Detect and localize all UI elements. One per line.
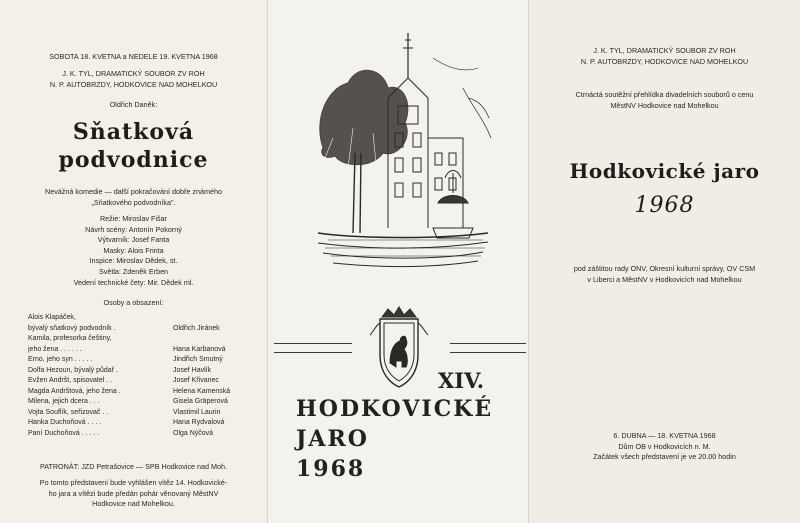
patronage-line-1: pod záštitou rady ONV, Okresní kulturní správy, OV CSM: [573, 264, 756, 273]
cover-title: [296, 368, 526, 484]
cover-title-line-1: HODKOVICKÉ: [296, 396, 494, 422]
middle-panel: [267, 0, 529, 523]
cast-role: Vojta Souflík, seřizovač . .: [28, 408, 109, 416]
credit-item: Návrh scény: Antonín Pokorný: [85, 224, 182, 234]
dates-line-1: 6. DUBNA — 18. KVETNA 1968: [613, 431, 716, 440]
credit-item: Světla: Zdeněk Erben: [98, 266, 169, 276]
cast-actor: Olga Nýčová: [173, 429, 214, 437]
festival-description: [529, 90, 800, 111]
cast-actor: Oldřich Jiránek: [173, 324, 220, 332]
cast-actor: Vlastimil Laurin: [173, 408, 221, 416]
festival-title: Hodkovické jaro: [569, 159, 760, 183]
cast-row: [28, 366, 258, 377]
cast-row: [28, 313, 258, 324]
play-title-line-2: podvodnice: [58, 147, 209, 173]
cast-row: [28, 355, 258, 366]
decorative-rule: [450, 352, 526, 353]
credit-item: Výtvarník: Josef Fanta: [97, 235, 170, 245]
cast-actor: Josef Křivanec: [173, 377, 219, 384]
cast-row: [28, 408, 258, 419]
edition-number: XIV.: [438, 368, 485, 393]
credits-list: [0, 214, 267, 288]
credit-item: Inspice: Miroslav Dědek, st.: [89, 256, 178, 266]
decorative-rule: [274, 352, 352, 353]
play-title-line-1: Sňatková: [72, 119, 195, 145]
cover-title-line-3: 1968: [296, 456, 366, 482]
cast-heading: Osoby a obsazení:: [103, 298, 164, 307]
description-line-1: Ctrnáctá soutěžní přehlídka divadelních souborů o cenu: [575, 90, 754, 99]
credit-item: Vedení technické čety: Mir. Dědek ml.: [73, 277, 194, 287]
ensemble-name: [0, 69, 267, 90]
cast-role: Hanka Duchoňová . . . .: [28, 419, 102, 426]
cast-row: [28, 397, 258, 408]
cast-actor: [173, 334, 258, 345]
patronage: PATRONÁT: JZD Petrašovice — SPB Hodkovice nad Moh.: [39, 462, 228, 471]
cast-role: jeho žena . . . . . .: [28, 345, 82, 353]
decorative-rule: [274, 343, 352, 344]
cast-row: [28, 345, 258, 356]
ensemble-line-2: N. P. AUTOBRZDY, HODKOVICE NAD MOHELKOU: [580, 56, 749, 66]
festival-dates: [529, 431, 800, 463]
ensemble-line-1: J. K. TYL, DRAMATICKÝ SOUBOR ZV ROH: [593, 46, 736, 55]
cast-list: [28, 313, 258, 439]
cast-role: Milena, jejich dcera . . .: [28, 398, 100, 405]
cast-row: [28, 387, 258, 398]
cast-actor: Jindřich Smutný: [173, 356, 223, 363]
cast-role: Erno, jeho syn . . . . .: [28, 356, 93, 363]
cast-actor: Hana Karbanová: [173, 345, 226, 353]
festival-patronage: [529, 264, 800, 285]
play-author: Oldřich Daněk:: [109, 100, 158, 109]
cast-actor: [173, 313, 258, 324]
cast-row: [28, 334, 258, 345]
cast-role: Alois Klapáček,: [28, 314, 76, 321]
note-line-3: Hodkovice nad Mohelkou.: [92, 499, 175, 509]
note-line-2: ho jara a vítězi bude předán pohár věnovaný MěstNV: [48, 488, 219, 498]
decorative-rule: [450, 343, 526, 344]
cast-actor: Josef Havlík: [173, 366, 212, 374]
cast-row: [28, 324, 258, 335]
performance-date: SOBOTA 18. KVETNA a NEDELE 19. KVETNA 1968: [49, 52, 218, 61]
cover-title-line-2: JARO: [296, 426, 369, 452]
credit-item: Masky: Alois Frinta: [103, 245, 164, 255]
cast-role: Magda Andrštová, jeho žena .: [28, 387, 121, 395]
cast-actor: Hana Rydvalová: [173, 419, 225, 426]
play-genre: [0, 187, 267, 208]
cast-row: [28, 418, 258, 429]
cast-actor: Gisela Gräperová: [173, 398, 228, 405]
festival-year: 1968: [634, 193, 695, 218]
cast-row: [28, 376, 258, 387]
cast-actor: Helena Kamenská: [173, 387, 231, 395]
play-title: [0, 118, 267, 174]
ensemble-line-1: J. K. TYL, DRAMATICKÝ SOUBOR ZV ROH: [62, 69, 205, 78]
cast-role: Evžen Andršt, spisovatel . .: [28, 377, 113, 384]
ensemble-name: [529, 46, 800, 67]
right-panel: [529, 0, 800, 523]
award-note: [0, 478, 267, 510]
town-hall-illustration: [313, 28, 493, 298]
cast-role: bývalý sňatkový podvodník .: [28, 324, 116, 332]
note-line-1: Po tomto představení bude vyhlášen vítěz 14. Hodkovické-: [39, 478, 228, 487]
cast-role: Dolfa Hezoun, bývalý půdař .: [28, 366, 118, 374]
description-line-2: MěstNV Hodkovice nad Mohelkou: [610, 100, 719, 110]
cast-role: Kamila, profesorka češtiny,: [28, 335, 112, 342]
venue-line: Dům OB v Hodkovicích n. M.: [618, 441, 711, 451]
cast-role: Paní Duchoňová . . . . .: [28, 429, 100, 437]
genre-line-2: „Sňatkového podvodníka".: [91, 197, 176, 207]
left-panel: [0, 0, 267, 523]
start-time-line: Začátek všech představení je ve 20.00 hodin: [593, 452, 736, 462]
patronage-line-2: v Liberci a MěstNV v Hodkovicích nad Mohelkou: [587, 274, 742, 284]
ensemble-line-2: N. P. AUTOBRZDY, HODKOVICE NAD MOHELKOU: [49, 79, 218, 89]
cast-row: [28, 429, 258, 440]
genre-line-1: Nevážná komedie — další pokračování dobře známého: [45, 187, 222, 196]
credit-item: Režie: Miroslav Fišar: [99, 214, 168, 223]
